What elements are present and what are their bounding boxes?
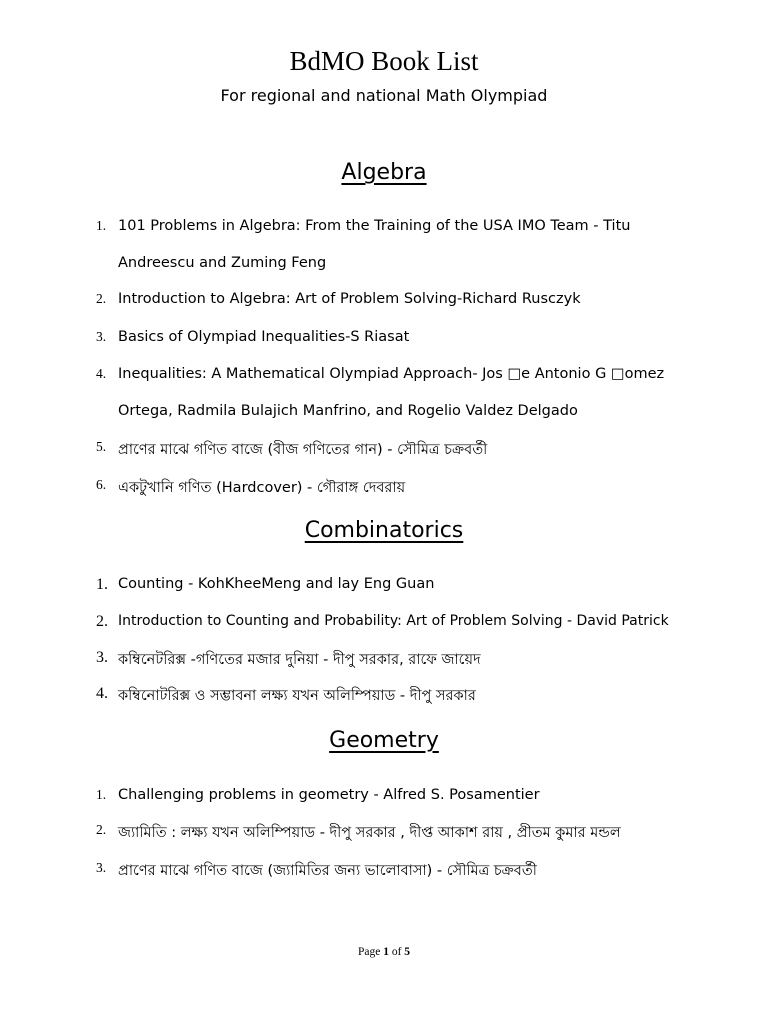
- list-text: জ্যামিতি : লক্ষ্য যখন অলিম্পিয়াড - দীপু সরকার , দীপ্ত আকাশ রায় , প্রীতম কুমার মন্ডল: [118, 825, 621, 841]
- list-number: 3.: [96, 329, 107, 344]
- list-text-continued: Andreescu and Zuming Feng: [118, 255, 327, 271]
- footer-of-word: of: [391, 946, 402, 958]
- list-number: 1.: [96, 787, 107, 802]
- page-footer: [0, 946, 768, 958]
- list-text: Challenging problems in geometry - Alfred S. Posamentier: [118, 787, 540, 803]
- document-subtitle: For regional and national Math Olympiad: [220, 86, 548, 105]
- list-text: কম্বিনোটরিক্স ও সম্ভাবনা লক্ষ্য যখন অলিম্পিয়াড - দীপু সরকার: [118, 688, 476, 704]
- list-text-continued: Ortega, Radmila Bulajich Manfrino, and Rogelio Valdez Delgado: [118, 403, 578, 419]
- footer-current-page: 1: [383, 946, 389, 958]
- footer-total-pages: 5: [404, 946, 411, 958]
- list-number: 2.: [96, 613, 108, 630]
- list-number: 5.: [96, 439, 107, 454]
- list-text: 101 Problems in Algebra: From the Training of the USA IMO Team - Titu: [118, 218, 631, 234]
- list-number: 2.: [96, 291, 107, 306]
- list-text: একটুখানি গণিত (Hardcover) - গৌরাঙ্গ দেবরায়: [118, 480, 406, 496]
- list-number: 1.: [96, 218, 107, 233]
- list-text: Introduction to Algebra: Art of Problem Solving-Richard Rusczyk: [118, 291, 581, 307]
- footer-page-word: Page: [357, 946, 381, 958]
- list-number: 6.: [96, 477, 107, 492]
- list-number: 3.: [96, 860, 107, 875]
- section-heading-geometry: Geometry: [329, 728, 439, 753]
- list-text: প্রাণের মাঝে গণিত বাজে (বীজ গণিতের গান) - সৌমিত্র চক্রবর্তী: [118, 442, 488, 458]
- list-text: Basics of Olympiad Inequalities-S Riasat: [118, 329, 410, 345]
- list-text: কম্বিনেটরিক্স -গণিতের মজার দুনিয়া - দীপু সরকার, রাফে জায়েদ: [118, 652, 481, 668]
- list-text: Counting - KohKheeMeng and lay Eng Guan: [118, 576, 435, 592]
- document-title: BdMO Book List: [289, 46, 479, 76]
- list-number: 4.: [96, 366, 107, 381]
- section-heading-algebra: Algebra: [341, 160, 427, 185]
- list-text: Introduction to Counting and Probability: Art of Problem Solving - David Patrick: [118, 613, 669, 629]
- list-number: 2.: [96, 822, 107, 837]
- section-heading-combinatorics: Combinatorics: [304, 518, 464, 543]
- list-text: Inequalities: A Mathematical Olympiad Approach- Jos □e Antonio G □omez: [118, 366, 665, 382]
- list-number: 4.: [96, 685, 108, 702]
- list-number: 3.: [96, 649, 108, 666]
- list-number: 1.: [96, 576, 108, 593]
- list-text: প্রাণের মাঝে গণিত বাজে (জ্যামিতির জন্য ভালোবাসা) - সৌমিত্র চক্রবর্তী: [118, 863, 537, 879]
